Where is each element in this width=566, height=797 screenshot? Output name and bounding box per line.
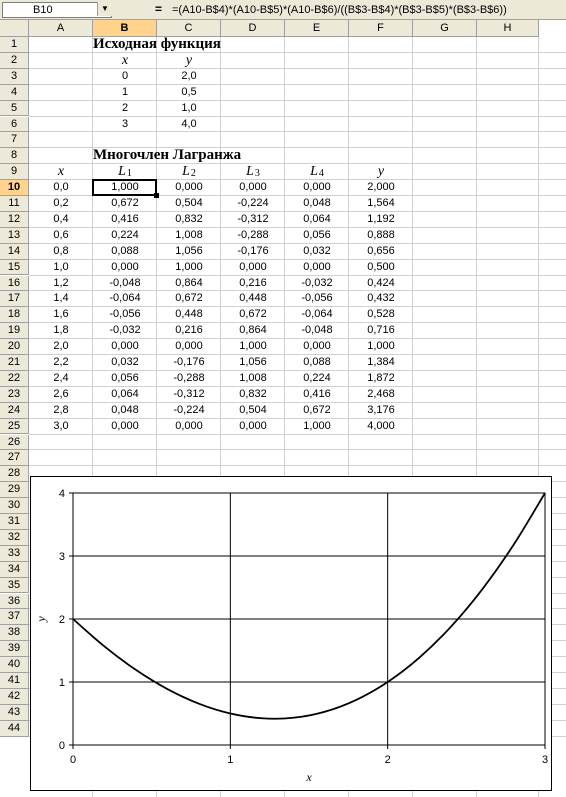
column-header-g[interactable]: G	[413, 20, 477, 37]
lagrange-cell[interactable]: 0,672	[111, 197, 139, 209]
lagrange-cell[interactable]: -0,064	[109, 292, 141, 305]
lagrange-cell[interactable]: 0,448	[175, 308, 203, 321]
lagrange-x-header[interactable]: x	[57, 164, 65, 180]
lagrange-cell[interactable]: 2,4	[53, 371, 69, 384]
row-header-43[interactable]: 43	[0, 705, 29, 721]
row-header-19[interactable]: 19	[0, 323, 29, 339]
lagrange-cell[interactable]: 0,032	[303, 244, 331, 257]
lagrange-cell[interactable]: -0,176	[237, 244, 269, 257]
lagrange-cell[interactable]: -0,032	[109, 324, 141, 337]
lagrange-cell[interactable]: 0,000	[111, 340, 139, 353]
lagrange-cell[interactable]: 1,008	[239, 371, 267, 384]
lagrange-cell[interactable]: 1,008	[175, 228, 203, 241]
lagrange-cell[interactable]: -0,064	[301, 308, 333, 321]
source-y-header[interactable]: y	[185, 52, 193, 68]
lagrange-cell[interactable]: 1,000	[111, 181, 139, 194]
row-header-30[interactable]: 30	[0, 498, 29, 514]
row-header-9[interactable]: 9	[0, 164, 29, 180]
lagrange-cell[interactable]: 4,000	[367, 419, 395, 432]
lagrange-cell[interactable]: -0,224	[173, 403, 205, 416]
y-tick-label: 3	[58, 551, 65, 563]
row-header-7[interactable]: 7	[0, 132, 29, 148]
lagrange-cell[interactable]: 1,000	[239, 340, 267, 353]
source-x-cell[interactable]: 0	[121, 69, 129, 82]
row-header-24[interactable]: 24	[0, 403, 29, 419]
row-header-35[interactable]: 35	[0, 578, 29, 594]
lagrange-cell[interactable]: -0,224	[237, 197, 269, 209]
lagrange-cell[interactable]: 0,656	[367, 244, 395, 257]
row-header-42[interactable]: 42	[0, 689, 29, 705]
lagrange-cell[interactable]: -0,312	[237, 212, 269, 225]
lagrange-cell[interactable]: 0,000	[239, 419, 267, 432]
row-header-17[interactable]: 17	[0, 291, 29, 307]
row-header-40[interactable]: 40	[0, 657, 29, 673]
lagrange-cell[interactable]: 0,048	[303, 197, 331, 209]
formula-bar	[0, 0, 566, 20]
column-header-b[interactable]: B	[93, 20, 157, 37]
lagrange-cell[interactable]: 1,056	[175, 244, 203, 257]
row-header-2[interactable]: 2	[0, 53, 29, 69]
lagrange-cell[interactable]: 0,224	[303, 371, 331, 384]
lagrange-cell[interactable]: 0,864	[239, 324, 267, 337]
row-header-22[interactable]: 22	[0, 371, 29, 387]
lagrange-cell[interactable]: 0,000	[303, 181, 331, 194]
select-all-corner[interactable]	[0, 20, 29, 37]
fill-handle[interactable]	[154, 193, 159, 198]
lagrange-cell[interactable]: 0,504	[175, 197, 203, 209]
lagrange-cell[interactable]: 0,000	[111, 260, 139, 273]
source-title-cell[interactable]: Исходная функция	[93, 36, 221, 52]
row-header-38[interactable]: 38	[0, 625, 29, 641]
row-header-14[interactable]: 14	[0, 244, 29, 260]
lagrange-cell[interactable]: 0,2	[53, 197, 69, 209]
row-header-31[interactable]: 31	[0, 514, 29, 530]
lagrange-cell[interactable]: 0,528	[367, 308, 395, 321]
formula-input[interactable]: =(A10-B$4)*(A10-B$5)*(A10-B$6)/((B$3-B$4)*(B$3-B$5)*(B$3-B$6))	[172, 4, 507, 16]
formula-equals-sign: =	[155, 2, 163, 16]
lagrange-cell[interactable]: 2,8	[53, 403, 69, 416]
source-x-header[interactable]: x	[121, 52, 129, 68]
lagrange-cell[interactable]: -0,056	[109, 308, 141, 321]
lagrange-cell[interactable]: 1,8	[53, 324, 69, 337]
lagrange-cell[interactable]: 0,000	[303, 340, 331, 353]
y-tick-label: 0	[58, 740, 65, 752]
lagrange-cell[interactable]: 2,6	[53, 387, 69, 400]
active-cell-b10[interactable]	[92, 179, 157, 196]
y-tick-label: 2	[58, 614, 65, 626]
lagrange-l-index: 3	[254, 168, 260, 180]
lagrange-cell[interactable]: 0,832	[239, 387, 267, 400]
lagrange-cell[interactable]: 0,424	[367, 276, 395, 289]
lagrange-cell[interactable]: 0,056	[111, 371, 139, 384]
lagrange-l-index: 2	[190, 168, 196, 180]
lagrange-l4-header[interactable]	[285, 164, 349, 180]
source-x-cell[interactable]: 2	[121, 101, 129, 114]
x-tick-label: 3	[541, 754, 549, 766]
lagrange-chart[interactable]	[30, 476, 552, 791]
row-header-33[interactable]: 33	[0, 546, 29, 562]
source-y-cell[interactable]: 2,0	[181, 69, 197, 82]
row-header-29[interactable]: 29	[0, 482, 29, 498]
x-tick-label: 0	[69, 754, 77, 766]
lagrange-cell[interactable]: 0,432	[367, 292, 395, 305]
lagrange-cell[interactable]: 3,0	[53, 419, 69, 432]
column-header-a[interactable]: A	[29, 20, 93, 37]
lagrange-cell[interactable]: 1,0	[53, 260, 69, 273]
column-header-f[interactable]: F	[349, 20, 413, 37]
lagrange-cell[interactable]: -0,288	[173, 371, 205, 384]
row-header-34[interactable]: 34	[0, 562, 29, 578]
x-tick-label: 2	[384, 754, 391, 766]
lagrange-l3-header[interactable]	[221, 164, 285, 180]
row-header-5[interactable]: 5	[0, 101, 29, 117]
lagrange-cell[interactable]: 0,500	[367, 260, 395, 273]
row-header-18[interactable]: 18	[0, 307, 29, 323]
row-header-13[interactable]: 13	[0, 228, 29, 244]
lagrange-cell[interactable]: 0,416	[303, 387, 331, 400]
lagrange-cell[interactable]: 1,564	[367, 197, 395, 209]
lagrange-cell[interactable]: 0,064	[111, 387, 139, 400]
row-header-27[interactable]: 27	[0, 450, 29, 466]
row-header-37[interactable]: 37	[0, 609, 29, 625]
lagrange-cell[interactable]: 0,216	[239, 276, 267, 289]
row-header-15[interactable]: 15	[0, 260, 29, 276]
lagrange-cell[interactable]: 0,4	[53, 212, 69, 225]
lagrange-cell[interactable]: 0,224	[111, 228, 139, 241]
lagrange-cell[interactable]: 0,032	[111, 356, 139, 368]
lagrange-cell[interactable]: 0,672	[175, 292, 203, 305]
lagrange-cell[interactable]: 0,216	[175, 324, 203, 337]
row-header-12[interactable]: 12	[0, 212, 29, 228]
row-header-21[interactable]: 21	[0, 355, 29, 371]
y-tick-label: 4	[58, 488, 65, 500]
lagrange-cell[interactable]: 0,888	[367, 228, 395, 241]
row-header-44[interactable]: 44	[0, 721, 29, 737]
x-tick-label: 1	[227, 754, 234, 766]
row-header-6[interactable]: 6	[0, 117, 29, 133]
column-header-e[interactable]: E	[285, 20, 349, 37]
lagrange-cell[interactable]: 0,504	[239, 403, 267, 416]
row-header-3[interactable]: 3	[0, 69, 29, 85]
row-header-23[interactable]: 23	[0, 387, 29, 403]
lagrange-title-cell[interactable]: Многочлен Лагранжа	[93, 147, 242, 164]
chart-svg	[31, 477, 551, 790]
lagrange-cell[interactable]: 0,048	[111, 403, 139, 416]
row-header-25[interactable]: 25	[0, 419, 29, 435]
row-header-11[interactable]: 11	[0, 196, 29, 212]
lagrange-l2-header[interactable]	[157, 164, 221, 180]
lagrange-cell[interactable]: 0,416	[111, 212, 139, 225]
lagrange-cell[interactable]: 0,088	[111, 244, 139, 257]
row-header-10[interactable]: 10	[0, 180, 29, 196]
row-header-36[interactable]: 36	[0, 594, 29, 610]
column-header-c[interactable]: C	[157, 20, 221, 37]
column-header-h[interactable]: H	[477, 20, 539, 37]
row-header-20[interactable]: 20	[0, 339, 29, 355]
lagrange-cell[interactable]: 0,6	[53, 228, 69, 241]
lagrange-cell[interactable]: 0,000	[175, 419, 203, 432]
source-y-cell[interactable]: 4,0	[181, 117, 197, 130]
row-header-32[interactable]: 32	[0, 530, 29, 546]
lagrange-cell[interactable]: 1,000	[303, 419, 331, 432]
grid-line	[29, 449, 566, 450]
lagrange-cell[interactable]: 0,8	[53, 244, 69, 257]
lagrange-l-symbol: L	[310, 164, 318, 180]
row-header-26[interactable]: 26	[0, 435, 29, 451]
y-axis-label: y	[34, 616, 48, 622]
lagrange-cell[interactable]: 1,384	[367, 356, 395, 368]
lagrange-cell[interactable]: 1,000	[175, 260, 203, 273]
column-header-d[interactable]: D	[221, 20, 285, 37]
lagrange-l-symbol: L	[246, 164, 254, 180]
lagrange-cell[interactable]: 2,000	[367, 181, 395, 194]
lagrange-cell[interactable]: -0,032	[301, 276, 333, 289]
lagrange-cell[interactable]: 0,672	[303, 403, 331, 416]
source-x-cell[interactable]: 3	[121, 117, 129, 130]
lagrange-cell[interactable]: 0,056	[303, 228, 331, 241]
lagrange-cell[interactable]: 0,832	[175, 212, 203, 225]
lagrange-cell[interactable]: 0,716	[367, 324, 395, 337]
lagrange-l1-header[interactable]	[93, 164, 157, 180]
name-box-dropdown-icon[interactable]: ▼	[97, 2, 112, 16]
lagrange-cell[interactable]: 1,000	[367, 340, 395, 353]
source-x-cell[interactable]: 1	[121, 85, 129, 98]
lagrange-l-symbol: L	[118, 164, 126, 180]
source-y-cell[interactable]: 1,0	[181, 101, 197, 114]
lagrange-cell[interactable]: 2,0	[53, 340, 69, 353]
lagrange-cell[interactable]: 1,4	[53, 292, 69, 305]
lagrange-cell[interactable]: 0,064	[303, 212, 331, 225]
row-header-28[interactable]: 28	[0, 466, 29, 482]
lagrange-cell[interactable]: -0,048	[109, 276, 141, 289]
row-header-1[interactable]: 1	[0, 37, 29, 53]
row-header-39[interactable]: 39	[0, 641, 29, 657]
lagrange-cell[interactable]: 0,000	[111, 419, 139, 432]
lagrange-cell[interactable]: 1,6	[53, 308, 69, 321]
lagrange-cell[interactable]: -0,056	[301, 292, 333, 305]
x-axis-label: x	[306, 770, 312, 784]
lagrange-cell[interactable]: 0,000	[239, 260, 267, 273]
name-box[interactable]: B10	[2, 2, 112, 18]
row-header-4[interactable]: 4	[0, 85, 29, 101]
lagrange-cell[interactable]: 1,056	[239, 356, 267, 368]
lagrange-cell[interactable]: 0,000	[175, 181, 203, 194]
row-header-41[interactable]: 41	[0, 673, 29, 689]
lagrange-cell[interactable]: 0,448	[239, 292, 267, 305]
lagrange-cell[interactable]: 0,000	[175, 340, 203, 353]
lagrange-cell[interactable]: 2,2	[53, 356, 69, 368]
lagrange-cell[interactable]: 0,672	[239, 308, 267, 321]
lagrange-cell[interactable]: 1,2	[53, 276, 69, 289]
lagrange-cell[interactable]: 1,192	[367, 212, 395, 225]
lagrange-cell[interactable]: 1,872	[367, 371, 395, 384]
y-tick-label: 1	[58, 677, 65, 689]
grid-line	[29, 465, 566, 466]
lagrange-cell[interactable]: 0,000	[303, 260, 331, 273]
row-header-16[interactable]: 16	[0, 276, 29, 292]
lagrange-cell[interactable]: -0,176	[173, 356, 205, 368]
row-header-8[interactable]: 8	[0, 148, 29, 164]
lagrange-cell[interactable]: -0,048	[301, 324, 333, 337]
lagrange-l-symbol: L	[182, 164, 190, 180]
lagrange-cell[interactable]: -0,288	[237, 228, 269, 241]
source-y-cell[interactable]: 0,5	[181, 85, 197, 98]
lagrange-cell[interactable]: 2,468	[367, 387, 395, 400]
lagrange-cell[interactable]: 0,000	[239, 181, 267, 194]
lagrange-l-index: 1	[126, 168, 132, 180]
lagrange-cell[interactable]: -0,312	[173, 387, 205, 400]
lagrange-y-header[interactable]: y	[377, 164, 385, 180]
lagrange-l-index: 4	[318, 168, 324, 180]
lagrange-cell[interactable]: 0,088	[303, 356, 331, 368]
lagrange-cell[interactable]: 0,864	[175, 276, 203, 289]
lagrange-cell[interactable]: 0,0	[53, 181, 69, 194]
lagrange-cell[interactable]: 3,176	[367, 403, 395, 416]
